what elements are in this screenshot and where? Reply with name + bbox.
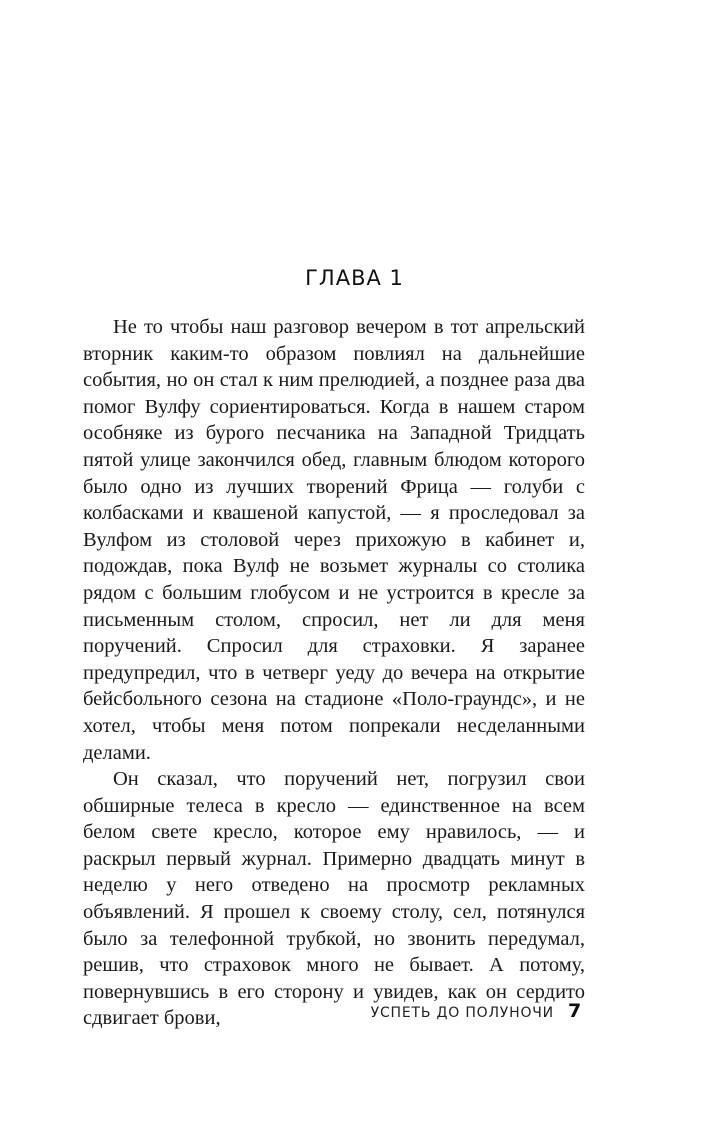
page-number: 7 [567,1000,582,1022]
running-footer [371,1000,582,1022]
body-text [83,314,585,1032]
chapter-title: ГЛАВА 1 [305,266,404,290]
paragraph-1: Не то чтобы наш разговор вечером в тот апрельский вторник каким-то образом повлиял на дальнейшие события, но он стал к ним прелюдией, а позднее раза два помог Вулфу сориентироваться. Когда в нашем старом особняке из бурого песчаника на Западной Тридцать пятой улице закончился обед, главным блюдом которого было одно из лучших творений Фрица — голуби с колбасками и квашеной капустой, — я проследовал за Вулфом из столовой через прихожую в кабинет и, подождав, пока Вулф не возьмет журналы со столика рядом с большим глобусом и не устроится в кресле за письменным столом, спросил, нет ли для меня поручений. Спросил для страховки. Я заранее предупредил, что в четверг уеду до вечера на открытие бейсбольного сезона на стадионе «Поло-граундс», и не хотел, чтобы меня потом попрекали несделанными делами. [83,316,585,764]
running-title: УСПЕТЬ ДО ПОЛУНОЧИ [370,1005,554,1021]
paragraph-2: Он сказал, что поручений нет, погрузил свои обширные телеса в кресло — единственное на всем белом свете кресло, которое ему нравилось, — и раскрыл первый журнал. Примерно двадцать минут в неделю у него отведено на просмотр рекламных объявлений. Я прошел к своему столу, сел, потянулся было за телефонной трубкой, но звонить передумал, решив, что страховок много не бывает. А потому, повернувшись в его сторону и увидев, как он сердито сдвигает брови, [83,768,585,1030]
